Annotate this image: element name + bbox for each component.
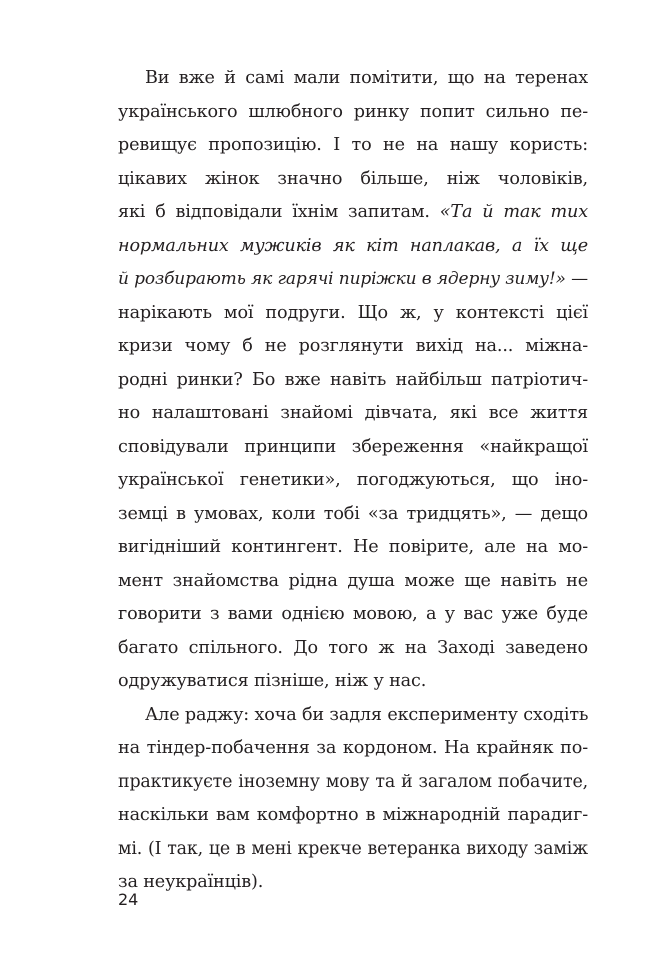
paragraph-line: но налаштовані знайомі дівчата, які все життя [118, 403, 588, 423]
paragraph-line: ревищує пропозицію. І то не на нашу користь: [118, 135, 588, 155]
paragraph-line: мі. (І так, це в мені крекче ветеранка виходу заміж [118, 838, 588, 859]
paragraph-line: української генетики», погоджуються, що іно- [118, 470, 588, 490]
paragraph-line: Але раджу: хоча би задля експерименту сходіть [145, 704, 589, 725]
paragraph-line: говорити з вами однією мовою, а у вас уже буде [118, 604, 588, 624]
paragraph-line: практикуєте іноземну мову та й загалом побачите, [118, 771, 588, 792]
quote-italic: й розбирають як гарячі пиріжки в ядерну зиму!» [118, 269, 566, 289]
paragraph-line: за неукраїнців). [118, 872, 264, 892]
page-number: 24 [118, 890, 139, 909]
quote-italic: «Та й так тих [439, 202, 588, 222]
paragraph-line: на тіндер-побачення за кордоном. На крайняк по- [118, 738, 588, 758]
paragraph-line [118, 196, 588, 230]
paragraph-line: мент знайомства рідна душа може ще навіть не [118, 570, 588, 591]
body-text [118, 62, 588, 900]
paragraph-line: сповідували принципи збереження «найкращої [118, 436, 588, 457]
paragraph-line: кризи чому б не розглянути вихід на... міжна- [118, 336, 588, 356]
paragraph-line: українського шлюбного ринку попит сильно пе- [118, 101, 588, 122]
paragraph-line: одружуватися пізніше, ніж у нас. [118, 671, 427, 691]
paragraph-line: наскільки вам комфортно в міжнародній парадиг- [118, 805, 588, 825]
text-fragment: — [565, 269, 589, 289]
paragraph-line: вигідніший контингент. Не повірите, але на мо- [118, 537, 588, 557]
paragraph-line-quote: нормальних мужиків як кіт наплакав, а їх ще [118, 235, 588, 256]
paragraph-line: багато спільного. До того ж на Заході заведено [118, 637, 588, 658]
paragraph-line [118, 263, 588, 297]
text-fragment: які б відповідали їхнім запитам. [118, 202, 440, 222]
paragraph-line: земці в умовах, коли тобі «за тридцять», — дещо [118, 503, 588, 524]
paragraph-line: цікавих жінок значно більше, ніж чоловіків, [118, 168, 588, 189]
paragraph-line: Ви вже й самі мали помітити, що на теренах [145, 68, 588, 88]
paragraph-line: нарікають мої подруги. Що ж, у контексті цієї [118, 302, 588, 323]
paragraph-line: родні ринки? Бо вже навіть найбільш патріотич- [118, 369, 588, 390]
